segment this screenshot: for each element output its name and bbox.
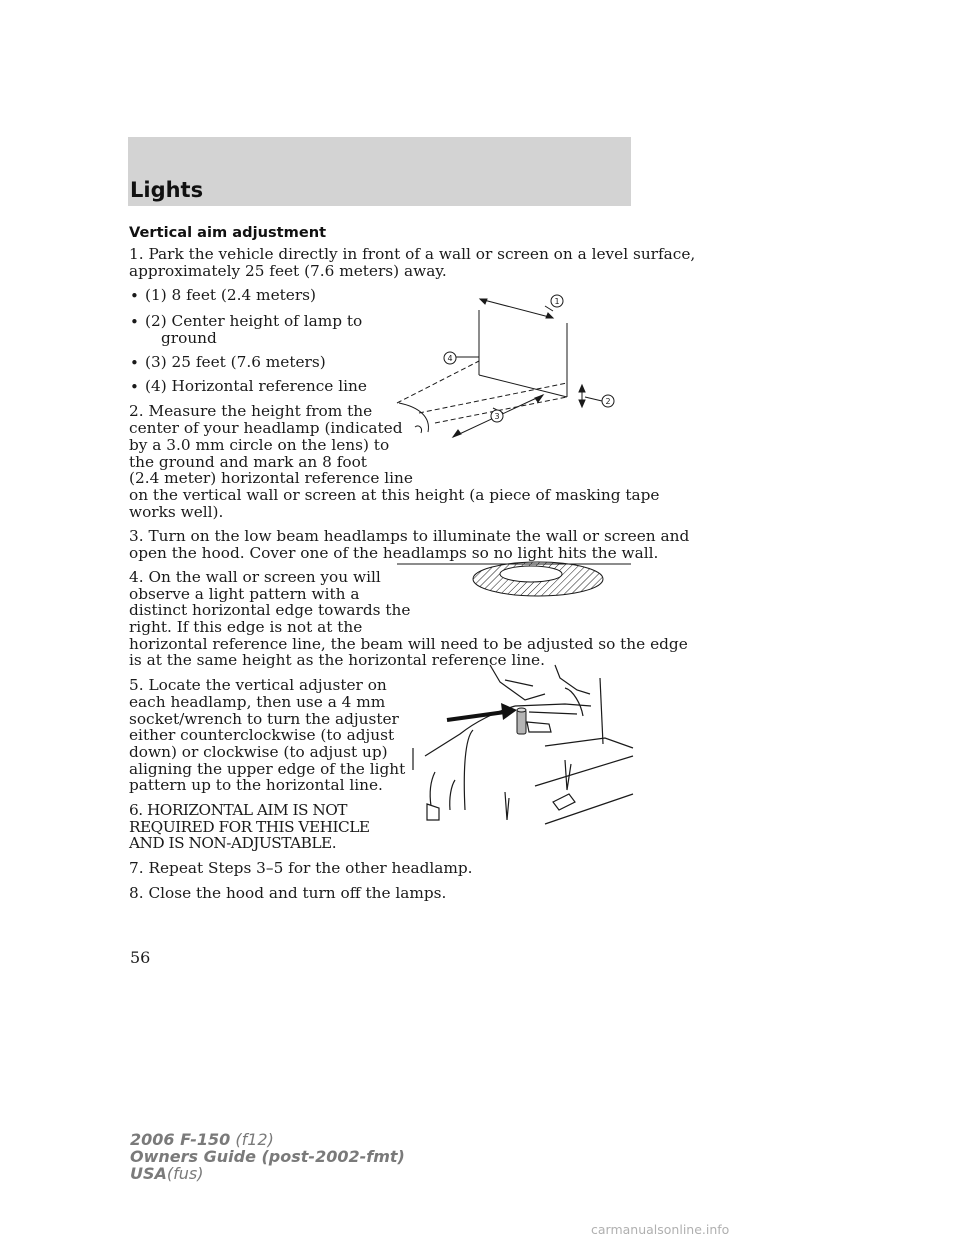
footer-model: 2006 F-150: [130, 1130, 231, 1149]
step-1-line-2: approximately 25 feet (7.6 meters) away.: [129, 262, 447, 280]
step-4-line-5: horizontal reference line, the beam will need to be adjusted so the edge: [129, 635, 688, 653]
step-2-line-4: the ground and mark an 8 foot: [129, 453, 367, 471]
bullet-2-line-1: (2) Center height of lamp to: [145, 312, 363, 330]
step-8: 8. Close the hood and turn off the lamps.: [129, 884, 447, 902]
step-6-line-2: REQUIRED FOR THIS VEHICLE: [129, 818, 370, 836]
step-2-line-1: 2. Measure the height from the: [129, 402, 373, 420]
step-4-line-1: 4. On the wall or screen you will: [129, 568, 381, 586]
step-1-line-1: 1. Park the vehicle directly in front of a wall or screen on a level surface,: [129, 245, 696, 263]
bullet-dot: •: [130, 378, 139, 396]
step-2-line-7: works well).: [129, 503, 224, 521]
step-5-line-3: socket/wrench to turn the adjuster: [129, 710, 399, 728]
bullet-dot: •: [130, 354, 139, 372]
diagram-label-3: 3: [494, 412, 500, 421]
watermark: carmanualsonline.info: [591, 1222, 730, 1237]
step-4-line-2: observe a light pattern with a: [129, 585, 360, 603]
section-title: Lights: [130, 178, 204, 202]
diagram-label-4: 4: [447, 354, 453, 363]
step-5-line-1: 5. Locate the vertical adjuster on: [129, 676, 387, 694]
bullet-2-line-2: ground: [161, 329, 217, 347]
step-5-line-5: down) or clockwise (to adjust up): [129, 743, 388, 761]
bullet-dot: •: [130, 313, 139, 331]
step-2-line-6: on the vertical wall or screen at this height (a piece of masking tape: [129, 486, 660, 504]
footer-guide: Owners Guide (post-2002-fmt): [130, 1147, 405, 1166]
step-4-line-3: distinct horizontal edge towards the: [129, 601, 411, 619]
bullet-dot: •: [130, 287, 139, 305]
subsection-heading: Vertical aim adjustment: [129, 224, 327, 241]
footer-info: [130, 1131, 405, 1182]
step-5-line-2: each headlamp, then use a 4 mm: [129, 693, 386, 711]
adjuster-location-diagram: [405, 660, 635, 830]
step-5-line-6: aligning the upper edge of the light: [129, 760, 406, 778]
aim-geometry-diagram: [395, 285, 635, 445]
step-6-line-1: 6. HORIZONTAL AIM IS NOT: [129, 801, 348, 819]
light-pattern-diagram: [395, 558, 635, 608]
diagram-label-1: 1: [554, 297, 560, 306]
bullet-3: (3) 25 feet (7.6 meters): [145, 353, 326, 371]
step-5-line-7: pattern up to the horizontal line.: [129, 776, 383, 794]
footer-market-code: (fus): [166, 1164, 204, 1183]
step-6-line-3: AND IS NON-ADJUSTABLE.: [129, 834, 337, 852]
step-3-line-1: 3. Turn on the low beam headlamps to illuminate the wall or screen and: [129, 527, 690, 545]
step-2-line-3: by a 3.0 mm circle on the lens) to: [129, 436, 390, 454]
bullet-4: (4) Horizontal reference line: [145, 377, 367, 395]
step-2-line-2: center of your headlamp (indicated: [129, 419, 403, 437]
step-4-line-6: is at the same height as the horizontal reference line.: [129, 651, 545, 669]
step-7: 7. Repeat Steps 3–5 for the other headlamp.: [129, 859, 473, 877]
bullet-1: (1) 8 feet (2.4 meters): [145, 286, 316, 304]
step-5-line-4: either counterclockwise (to adjust: [129, 726, 395, 744]
page-number: 56: [130, 948, 151, 967]
step-3-line-2: open the hood. Cover one of the headlamps so no light hits the wall.: [129, 544, 659, 562]
step-2-line-5: (2.4 meter) horizontal reference line: [129, 469, 413, 487]
diagram-label-2: 2: [605, 397, 611, 406]
footer-market: USA: [130, 1164, 167, 1183]
footer-model-code: (f12): [235, 1130, 274, 1149]
section-header-band: [128, 137, 631, 206]
step-4-line-4: right. If this edge is not at the: [129, 618, 363, 636]
